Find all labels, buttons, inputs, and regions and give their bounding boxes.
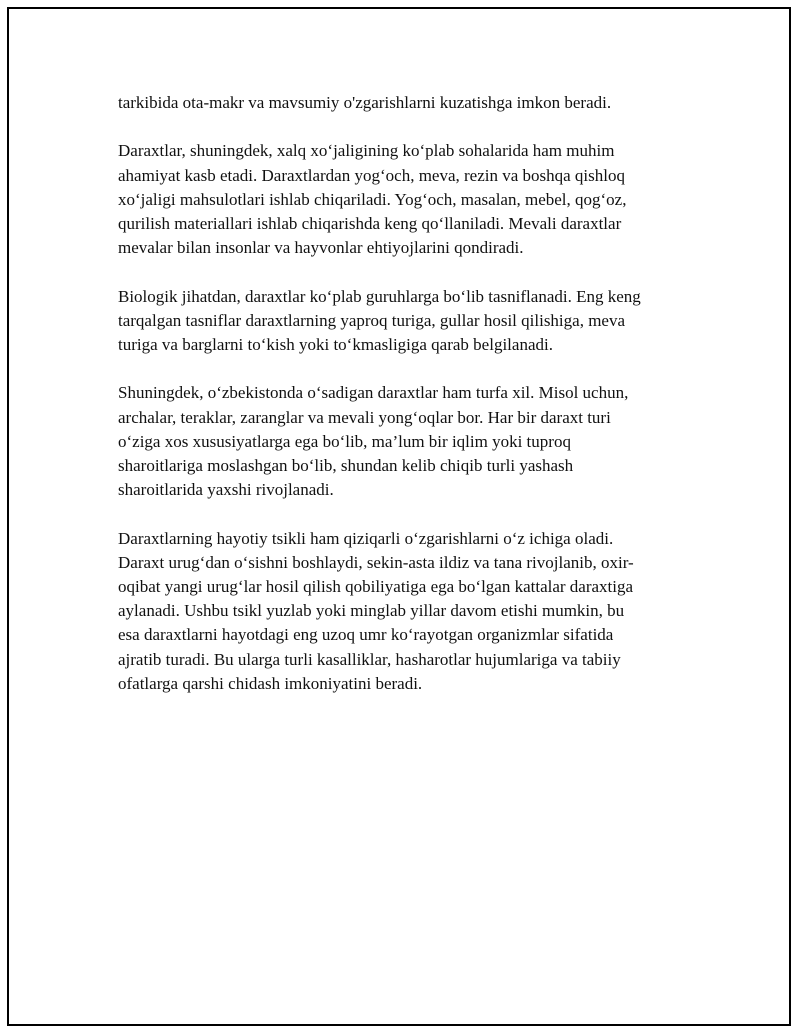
document-body	[118, 91, 698, 720]
paragraph: tarkibida ota-makr va mavsumiy o'zgarishlarni kuzatishga imkon beradi.	[118, 93, 612, 112]
paragraph: Daraxtlar, shuningdek, xalq xo‘jaligining ko‘plab sohalarida ham muhim ahamiyat kasb etadi. Daraxtlardan yog‘och, meva, rezin va boshqa qishloq xo‘jaligi mahsulotlari ishlab chiqariladi. Yog‘och, masalan, mebel, qog‘oz, qurilish materiallari ishlab chiqarishda keng qo‘llaniladi. Mevali daraxtlar mevalar bilan insonlar va hayvonlar ehtiyojlarini qondiradi.	[118, 141, 627, 258]
paragraph: Daraxtlarning hayotiy tsikli ham qiziqarli o‘zgarishlarni o‘z ichiga oladi. Daraxt urug‘dan o‘sishni boshlaydi, sekin-asta ildiz va tana rivojlanib, oxir- oqibat yangi urug‘lar hosil qilish qobiliyatiga ega bo‘lgan kattalar daraxtiga aylanadi. Ushbu tsikl yuzlab yoki minglab yillar davom etishi mumkin, bu esa daraxtlarni hayotdagi eng uzoq umr ko‘rayotgan organizmlar sifatida ajratib turadi. Bu ularga turli kasalliklar, hasharotlar hujumlariga va tabiiy ofatlarga qarshi chidash imkoniyatini beradi.	[118, 528, 634, 693]
paragraph: Biologik jihatdan, daraxtlar ko‘plab guruhlarga bo‘lib tasniflanadi. Eng keng tarqalgan tasniflar daraxtlarning yaproq turiga, gullar hosil qilishiga, meva turiga va barglarni to‘kish yoki to‘kmasligiga qarab belgilanadi.	[118, 286, 641, 354]
paragraph: Shuningdek, o‘zbekistonda o‘sadigan daraxtlar ham turfa xil. Misol uchun, archalar, teraklar, zaranglar va mevali yong‘oqlar bor. Har bir daraxt turi o‘ziga xos xususiyatlarga ega bo‘lib, ma’lum bir iqlim yoki tuproq sharoitlariga moslashgan bo‘lib, shundan kelib chiqib turli yashash sharoitlarida yaxshi rivojlanadi.	[118, 383, 629, 500]
